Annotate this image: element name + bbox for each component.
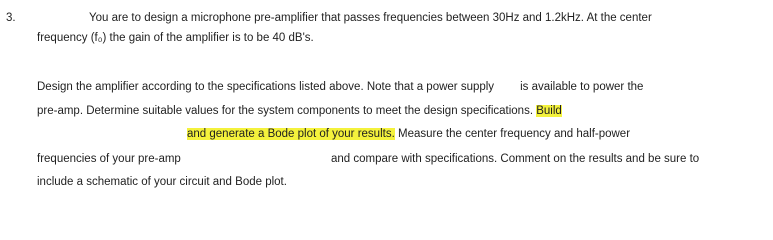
highlighted-text-bode: and generate a Bode plot of your results. <box>187 128 395 140</box>
problem-line-3-text-a: Design the amplifier according to the specifications listed above. Note that a power supply <box>37 81 495 93</box>
question-number: 3. <box>6 12 16 24</box>
problem-line-3-text-b: is available to power the <box>520 81 644 93</box>
problem-line-4-text: pre-amp. Determine suitable values for the system components to meet the design specifications. <box>37 105 534 117</box>
problem-line-5-text: Measure the center frequency and half-power <box>397 128 631 140</box>
problem-line-3 <box>37 80 643 94</box>
problem-line-4 <box>37 104 562 118</box>
problem-line-5 <box>187 127 630 141</box>
problem-line-6-text-b: and compare with specifications. Comment on the results and be sure to <box>331 153 700 165</box>
problem-line-2: frequency (f₀) the gain of the amplifier is to be 40 dB's. <box>37 32 314 44</box>
highlighted-text-build: Build <box>536 105 562 117</box>
problem-line-7: include a schematic of your circuit and Bode plot. <box>37 176 287 188</box>
problem-line-6-text-a: frequencies of your pre-amp <box>37 153 181 165</box>
problem-line-1: You are to design a microphone pre-amplifier that passes frequencies between 30Hz and 1.2kHz. At the center <box>89 12 652 24</box>
